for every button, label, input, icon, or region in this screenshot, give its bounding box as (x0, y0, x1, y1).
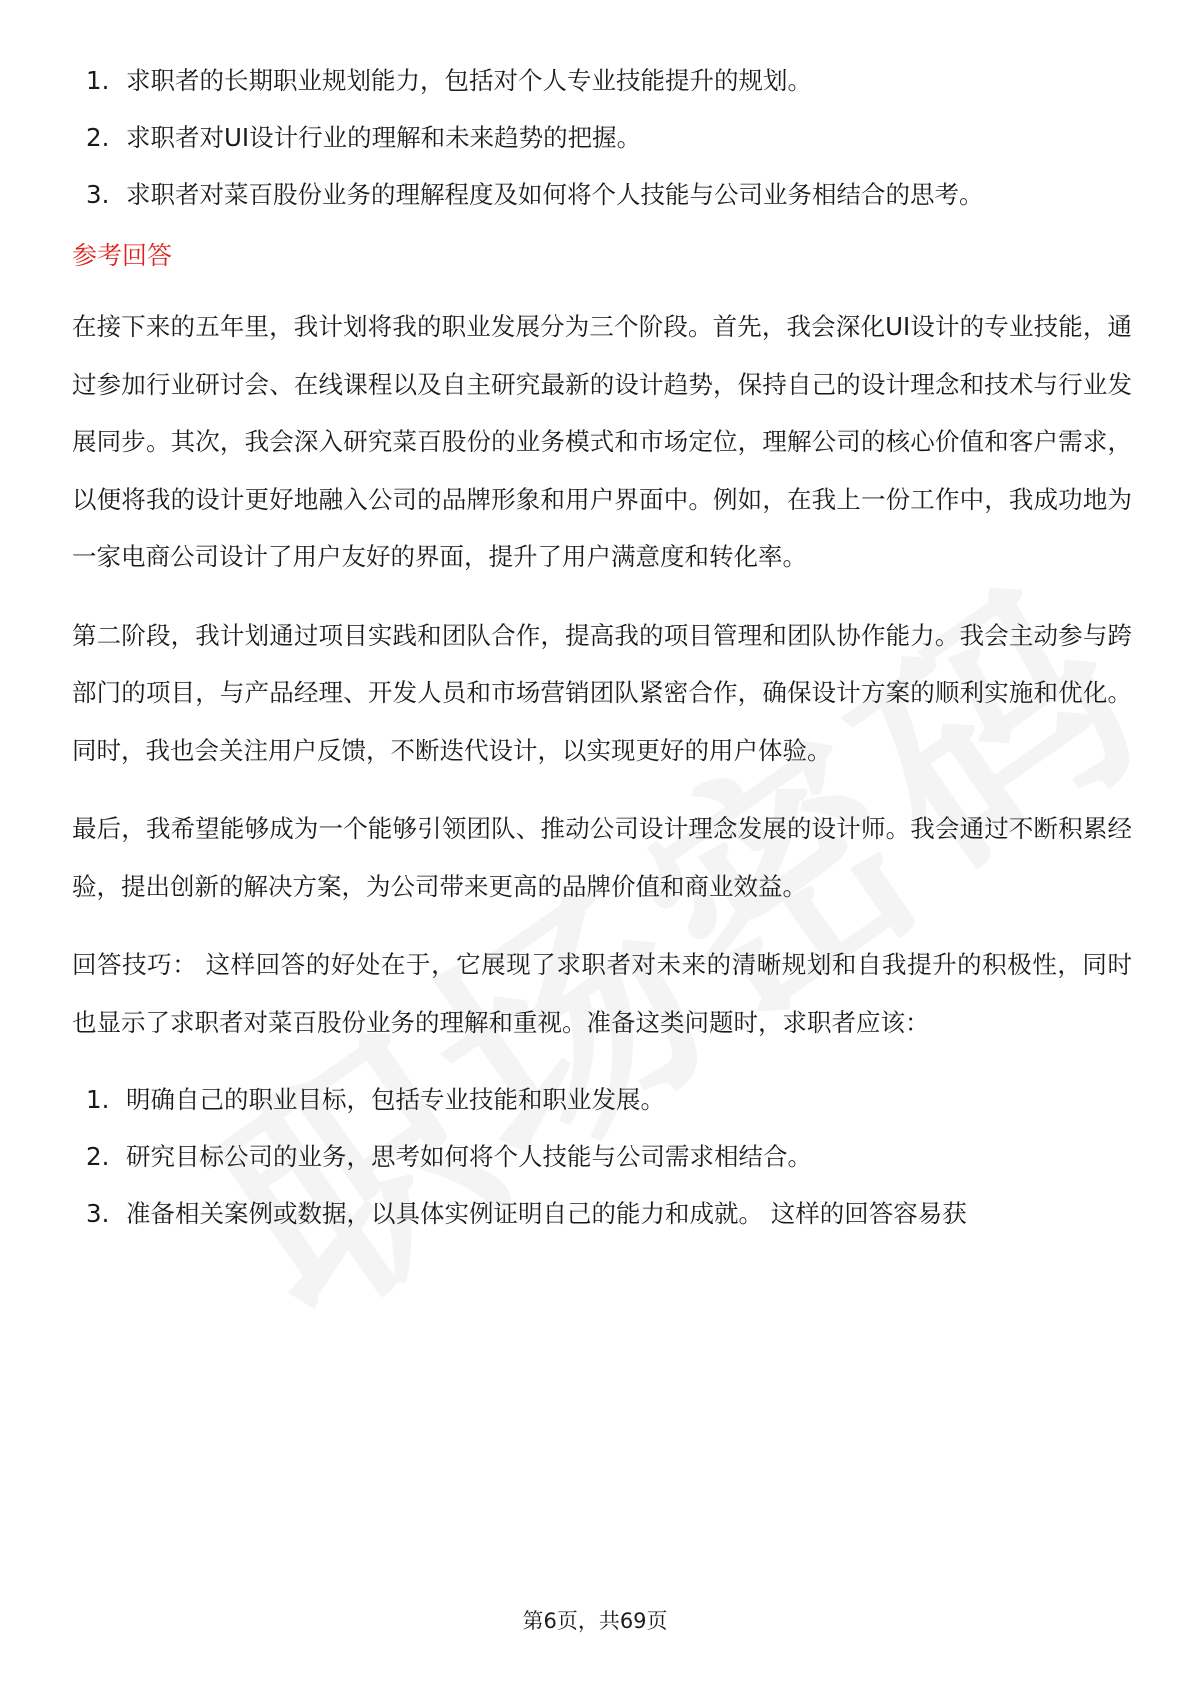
list-item-text: 求职者对菜百股份业务的理解程度及如何将个人技能与公司业务相结合的思考。 (126, 180, 984, 209)
list-item-text: 求职者对UI设计行业的理解和未来趋势的把握。 (126, 123, 642, 152)
list-number: 2. (86, 123, 110, 152)
list-item (72, 166, 1132, 223)
page-footer: 第6页，共69页 (522, 1609, 668, 1633)
evaluation-points-list (72, 52, 1132, 223)
list-number: 1. (86, 66, 110, 95)
list-item (72, 1071, 1132, 1128)
list-number: 2. (86, 1142, 110, 1171)
list-item (72, 1128, 1132, 1185)
page-content (72, 52, 1132, 1242)
tips-paragraph: 回答技巧： 这样回答的好处在于，它展现了求职者对未来的清晰规划和自我提升的积极性，同时也显示了求职者对菜百股份业务的理解和重视。准备这类问题时，求职者应该： (72, 950, 1132, 1037)
list-number: 3. (86, 1199, 110, 1228)
preparation-list (72, 1071, 1132, 1242)
list-item-text: 准备相关案例或数据，以具体实例证明自己的能力和成就。 这样的回答容易获 (126, 1199, 967, 1228)
answer-paragraph: 最后，我希望能够成为一个能够引领团队、推动公司设计理念发展的设计师。我会通过不断积累经验，提出创新的解决方案，为公司带来更高的品牌价值和商业效益。 (72, 814, 1132, 901)
section-heading: 参考回答 (72, 241, 173, 270)
list-item (72, 1185, 1132, 1242)
list-item-text: 明确自己的职业目标，包括专业技能和职业发展。 (126, 1085, 665, 1114)
list-item-text: 研究目标公司的业务，思考如何将个人技能与公司需求相结合。 (126, 1142, 812, 1171)
list-item (72, 52, 1132, 109)
list-item-text: 求职者的长期职业规划能力，包括对个人专业技能提升的规划。 (126, 66, 812, 95)
list-number: 3. (86, 180, 110, 209)
answer-paragraph: 在接下来的五年里，我计划将我的职业发展分为三个阶段。首先，我会深化UI设计的专业技能，通过参加行业研讨会、在线课程以及自主研究最新的设计趋势，保持自己的设计理念和技术与行业发展同步。其次，我会深入研究菜百股份的业务模式和市场定位，理解公司的核心价值和客户需求，以便将我的设计更好地融入公司的品牌形象和用户界面中。例如，在我上一份工作中，我成功地为一家电商公司设计了用户友好的界面，提升了用户满意度和转化率。 (72, 312, 1132, 571)
list-number: 1. (86, 1085, 110, 1114)
list-item (72, 109, 1132, 166)
answer-paragraph: 第二阶段，我计划通过项目实践和团队合作，提高我的项目管理和团队协作能力。我会主动参与跨部门的项目，与产品经理、开发人员和市场营销团队紧密合作，确保设计方案的顺利实施和优化。同时，我也会关注用户反馈，不断迭代设计，以实现更好的用户体验。 (72, 620, 1132, 765)
